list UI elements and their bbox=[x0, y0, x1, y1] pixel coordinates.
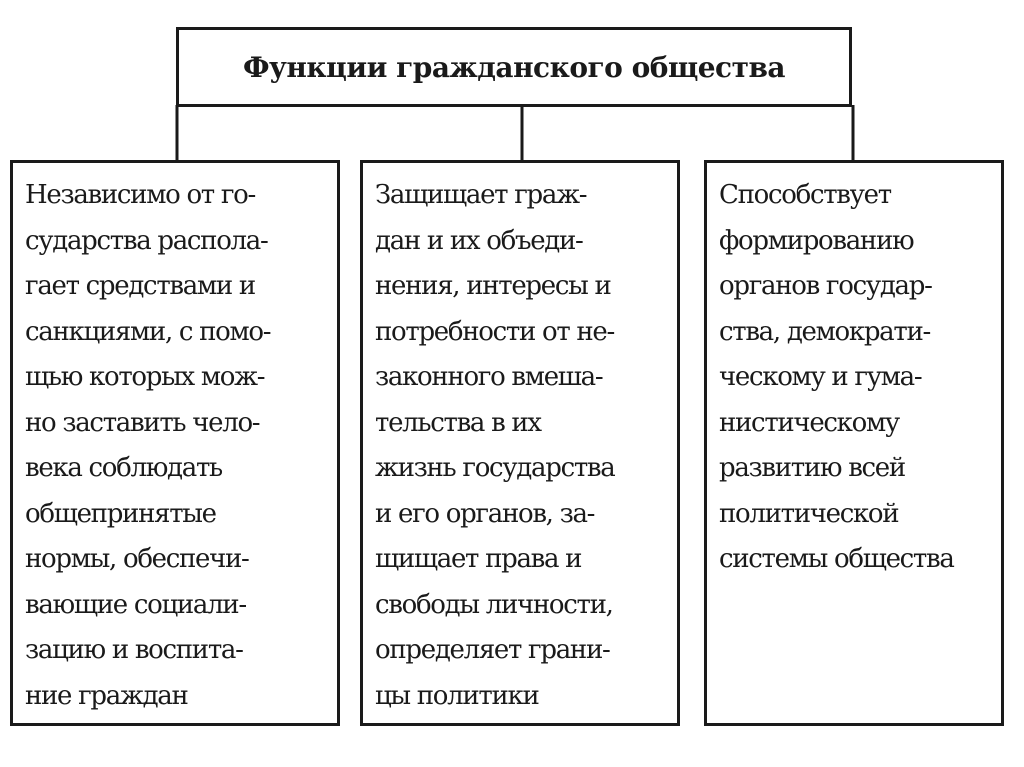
function-2-line: определяет грани- bbox=[375, 635, 610, 665]
function-2-line: нения, интересы и bbox=[375, 271, 611, 301]
function-2-line: жизнь государства bbox=[375, 453, 615, 483]
function-1-line: щью которых мож- bbox=[25, 362, 265, 392]
function-3-line: ческому и гума- bbox=[719, 362, 922, 392]
function-3-line: Способствует bbox=[719, 180, 891, 210]
function-box-3 bbox=[704, 160, 1004, 726]
function-1-line: зацию и воспита- bbox=[25, 635, 243, 665]
function-1-line: Независимо от го- bbox=[25, 180, 256, 210]
function-box-1 bbox=[10, 160, 340, 726]
title-box bbox=[176, 27, 852, 107]
function-2-line: Защищает граж- bbox=[375, 180, 587, 210]
function-1-line: ние граждан bbox=[25, 680, 188, 711]
function-1-line: вающие социали- bbox=[25, 589, 246, 620]
function-3-line: нистическому bbox=[719, 407, 899, 438]
function-1-line: общепринятые bbox=[25, 498, 216, 529]
function-1-line: века соблюдать bbox=[25, 453, 222, 483]
function-3-line: органов государ- bbox=[719, 271, 932, 301]
function-1-line: гает средствами и bbox=[25, 271, 255, 301]
function-1-line: сударства распола- bbox=[25, 225, 268, 256]
function-2-line: законного вмеша- bbox=[375, 362, 603, 392]
function-3-line: ства, демократи- bbox=[719, 316, 930, 347]
function-3-line: системы общества bbox=[719, 544, 954, 574]
function-1-line: нормы, обеспечи- bbox=[25, 544, 249, 574]
function-2-line: свободы личности, bbox=[375, 589, 613, 620]
function-2-line: и его органов, за- bbox=[375, 498, 595, 529]
function-3-line: формированию bbox=[719, 225, 914, 256]
function-2-line: тельства в их bbox=[375, 407, 541, 438]
function-3-line: развитию всей bbox=[719, 453, 905, 483]
function-1-line: санкциями, с помо- bbox=[25, 316, 271, 347]
function-1-line: но заставить чело- bbox=[25, 407, 260, 438]
function-2-line: потребности от не- bbox=[375, 316, 614, 347]
function-2-line: дан и их объеди- bbox=[375, 225, 583, 256]
function-2-line: щищает права и bbox=[375, 544, 582, 574]
function-box-2 bbox=[360, 160, 680, 726]
diagram-title: Функции гражданского общества bbox=[242, 50, 786, 84]
function-3-line: политической bbox=[719, 498, 899, 529]
function-2-line: цы политики bbox=[375, 680, 539, 711]
